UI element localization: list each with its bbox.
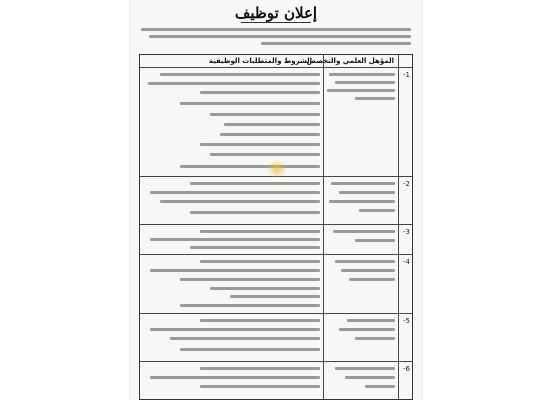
stamp-mark bbox=[266, 160, 288, 178]
intro-paragraph-placeholder bbox=[141, 26, 411, 48]
row-number: -2 bbox=[403, 180, 410, 188]
job-table bbox=[139, 54, 413, 400]
row-number: -1 bbox=[403, 71, 410, 79]
title-underline bbox=[241, 22, 311, 23]
row-number: -3 bbox=[403, 228, 410, 236]
header-requirements: الشروط والمتطلبات الوظيفية bbox=[208, 57, 312, 65]
header-qualification: المؤهل العلمي والتخصص bbox=[306, 57, 394, 65]
advertisement-page bbox=[131, 0, 421, 400]
row-number: -4 bbox=[403, 258, 410, 266]
row-number: -6 bbox=[403, 365, 410, 373]
page-title: إعلان توظيف bbox=[234, 4, 318, 22]
row-number: -5 bbox=[403, 317, 410, 325]
